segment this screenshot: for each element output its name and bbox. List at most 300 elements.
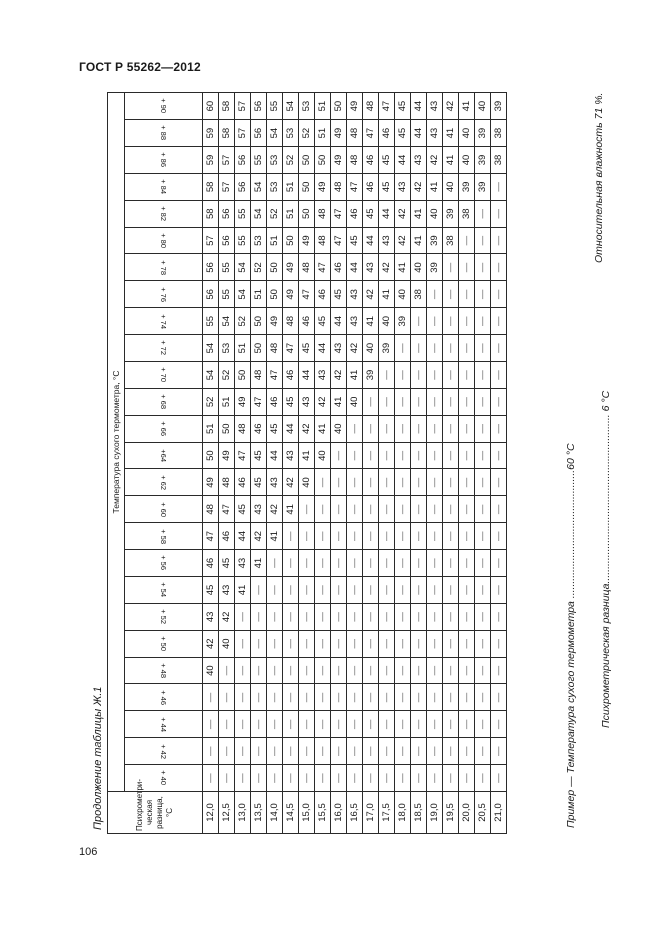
table-cell: 50 [235,362,251,389]
table-cell: 38 [491,120,507,147]
table-cell: 41 [411,227,427,254]
table-cell: 45 [235,496,251,523]
column-header [124,496,202,523]
table-cell: 53 [219,335,235,362]
table-cell: — [443,442,459,469]
example-line-1: Пример — Температура сухого термометра ............................................60 °С [565,443,577,828]
table-cell: 56 [251,120,267,147]
column-header [124,630,202,657]
table-row [219,93,235,834]
column-header-label: + 56 [158,555,168,571]
column-header [124,469,202,496]
table-cell: — [395,657,411,684]
table-cell: 50 [251,308,267,335]
table-cell: 40 [331,415,347,442]
column-header-label: + 60 [158,501,168,517]
table-cell: — [427,415,443,442]
table-cell: 46 [283,362,299,389]
table-cell: 44 [411,120,427,147]
table-cell: 45 [395,120,411,147]
table-cell: — [491,469,507,496]
table-cell: 48 [219,469,235,496]
table-cell: 45 [251,469,267,496]
table-cell: 39 [475,173,491,200]
table-cell: — [315,684,331,711]
table-cell: 43 [427,120,443,147]
column-header [124,577,202,604]
table-row [315,93,331,834]
table-cell: — [411,603,427,630]
table-cell: — [299,523,315,550]
row-header-cell: 18,5 [411,792,427,834]
table-cell: 42 [363,281,379,308]
table-cell: — [379,765,395,792]
table-cell: — [267,630,283,657]
column-header-label: + 52 [158,609,168,625]
table-cell: 55 [235,200,251,227]
table-cell: 45 [299,335,315,362]
table-cell: — [475,657,491,684]
table-cell: — [315,523,331,550]
table-cell: — [475,362,491,389]
column-header-label: + 48 [158,663,168,678]
table-cell: 46 [203,550,219,577]
table-cell: 45 [379,147,395,174]
table-cell: 58 [203,173,219,200]
table-cell: 48 [331,173,347,200]
table-cell: — [331,738,347,765]
column-header-label: + 72 [158,340,168,356]
table-cell: — [347,603,363,630]
table-cell: 44 [235,523,251,550]
table-cell: 50 [315,147,331,174]
table-cell: — [379,630,395,657]
table-cell: — [379,684,395,711]
column-header-label: + 76 [158,286,168,302]
table-cell: — [299,550,315,577]
table-cell: 43 [411,147,427,174]
column-header-label: + 54 [158,582,168,598]
table-cell: — [299,711,315,738]
table-cell: 41 [251,550,267,577]
table-row [203,93,219,834]
table-cell: 45 [203,577,219,604]
table-cell: — [395,765,411,792]
table-cell: — [235,603,251,630]
column-header [124,173,202,200]
table-cell: 38 [411,281,427,308]
table-cell: — [427,684,443,711]
table-cell: 44 [411,93,427,120]
table-cell: — [443,335,459,362]
table-cell: — [395,711,411,738]
table-cell: 54 [251,173,267,200]
table-cell: — [427,442,443,469]
table-cell: 55 [267,93,283,120]
table-cell: 47 [347,173,363,200]
table-cell: — [331,630,347,657]
table-cell: 42 [299,415,315,442]
table-cell: 52 [235,308,251,335]
table-cell: — [331,711,347,738]
table-cell: — [299,657,315,684]
table-cell: 43 [203,603,219,630]
table-cell: — [219,711,235,738]
table-cell: — [363,603,379,630]
table-cell: — [251,765,267,792]
column-header [124,415,202,442]
table-cell: — [411,335,427,362]
table-cell: — [443,469,459,496]
table-cell: — [267,684,283,711]
table-cell: 42 [395,200,411,227]
table-cell: — [411,362,427,389]
table-cell: 40 [443,173,459,200]
table-cell: 46 [363,173,379,200]
table-cell: 47 [331,200,347,227]
table-cell: 46 [267,388,283,415]
table-cell: — [459,684,475,711]
column-header [124,550,202,577]
table-cell: 48 [251,362,267,389]
column-header-label: + 90 [158,98,168,114]
table-cell: 39 [379,335,395,362]
table-cell: — [491,335,507,362]
table-cell: — [395,335,411,362]
table-cell: — [347,684,363,711]
table-cell: — [315,577,331,604]
table-cell: 56 [235,173,251,200]
table-cell: — [475,496,491,523]
table-cell: — [235,711,251,738]
table-cell: — [443,550,459,577]
column-header [124,200,202,227]
table-cell: — [379,523,395,550]
table-cell: 42 [267,496,283,523]
table-cell: — [443,362,459,389]
table-cell: — [235,630,251,657]
table-cell: 39 [395,308,411,335]
table-cell: 47 [363,120,379,147]
table-cell: — [427,550,443,577]
table-cell: — [459,496,475,523]
table-cell: 48 [299,254,315,281]
table-cell: — [299,603,315,630]
table-cell: — [251,657,267,684]
table-cell: 43 [427,93,443,120]
table-cell: — [459,657,475,684]
table-cell: — [411,469,427,496]
group-header: Температура сухого термометра, °С [108,93,125,792]
table-cell: 48 [363,93,379,120]
table-cell: — [267,738,283,765]
table-cell: 40 [315,442,331,469]
table-cell: — [283,657,299,684]
table-cell: — [235,765,251,792]
column-header [124,335,202,362]
table-cell: 47 [219,496,235,523]
table-cell: — [395,469,411,496]
table-cell: — [283,711,299,738]
table-cell: 53 [283,120,299,147]
table-cell: 54 [203,335,219,362]
table-cell: — [459,765,475,792]
table-cell: — [363,657,379,684]
table-cell: — [379,577,395,604]
table-cell: — [203,684,219,711]
table-cell: — [411,684,427,711]
table-cell: — [475,738,491,765]
table-row [363,93,379,834]
column-header-label: + 58 [158,528,168,544]
table-cell: — [299,738,315,765]
table-cell: — [347,657,363,684]
table-cell: 42 [443,93,459,120]
table-cell: 47 [251,388,267,415]
table-cell: 57 [235,93,251,120]
table-cell: 44 [395,147,411,174]
column-header-label: + 88 [158,125,168,141]
table-cell: — [363,711,379,738]
table-cell: — [395,603,411,630]
table-row [299,93,315,834]
table-cell: — [427,765,443,792]
column-header [124,603,202,630]
table-cell: — [491,657,507,684]
table-cell: — [411,442,427,469]
table-cell: — [395,523,411,550]
column-header [124,281,202,308]
table-cell: 44 [283,415,299,442]
table-cell: — [395,388,411,415]
table-cell: — [347,442,363,469]
table-cell: — [251,738,267,765]
table-cell: 48 [267,335,283,362]
table-cell: 52 [219,362,235,389]
table-cell: — [315,603,331,630]
table-cell: — [347,765,363,792]
table-cell: — [459,523,475,550]
table-cell: 56 [235,147,251,174]
table-cell: 56 [203,281,219,308]
table-row [475,93,491,834]
table-rotated-wrapper [90,92,555,834]
row-header-cell: 17,5 [379,792,395,834]
table-cell: — [379,388,395,415]
table-row [267,93,283,834]
row-header-cell: 17,0 [363,792,379,834]
table-cell: — [267,603,283,630]
table-cell: — [443,765,459,792]
table-cell: — [427,603,443,630]
table-cell: 51 [315,93,331,120]
table-cell: 46 [315,281,331,308]
table-cell: 51 [315,120,331,147]
table-cell: 49 [283,281,299,308]
table-cell: — [427,630,443,657]
row-header-cell: 13,0 [235,792,251,834]
table-cell: — [395,362,411,389]
table-cell: — [491,227,507,254]
table-row [411,93,427,834]
table-cell: 49 [283,254,299,281]
table-cell: — [491,388,507,415]
table-cell: 40 [459,147,475,174]
table-cell: 54 [235,281,251,308]
column-header [124,308,202,335]
table-cell: — [443,254,459,281]
table-cell: 46 [251,415,267,442]
column-header-label: + 78 [158,260,168,275]
table-cell: — [331,684,347,711]
column-header-label: + 66 [158,421,168,437]
column-header [124,93,202,120]
table-cell: — [491,684,507,711]
table-cell: 43 [331,335,347,362]
table-cell: 55 [203,308,219,335]
table-cell: 50 [299,173,315,200]
table-cell: 41 [267,523,283,550]
table-cell: — [219,657,235,684]
table-cell: 50 [203,442,219,469]
table-cell: — [411,550,427,577]
table-cell: — [475,442,491,469]
table-cell: — [299,765,315,792]
table-cell: — [395,630,411,657]
table-cell: 41 [411,200,427,227]
table-cell: — [299,630,315,657]
table-cell: — [459,603,475,630]
table-cell: — [363,765,379,792]
table-cell: 46 [379,120,395,147]
table-cell: 51 [283,200,299,227]
table-cell: — [315,711,331,738]
table-cell: — [347,711,363,738]
table-cell: — [427,577,443,604]
table-cell: — [459,308,475,335]
table-cell: — [379,738,395,765]
table-cell: 42 [219,603,235,630]
table-cell: — [299,577,315,604]
table-cell: — [475,308,491,335]
example-line-3: Относительная влажность 71 %. [593,92,605,263]
table-cell: 56 [219,227,235,254]
table-cell: — [459,550,475,577]
table-cell: — [491,308,507,335]
table-row [427,93,443,834]
table-cell: — [459,335,475,362]
row-header-label: Психрометри-ческая разница, °С [108,792,203,834]
table-cell: 56 [251,93,267,120]
column-header [124,711,202,738]
table-cell: 45 [331,281,347,308]
column-header-label: +64 [158,449,168,462]
table-cell: — [331,496,347,523]
table-cell: — [315,550,331,577]
table-cell: 60 [203,93,219,120]
table-cell: 51 [267,227,283,254]
table-cell: 46 [299,308,315,335]
table-cell: — [411,496,427,523]
table-cell: 40 [379,308,395,335]
table-cell: 43 [363,254,379,281]
table-cell: — [347,469,363,496]
table-cell: 38 [443,227,459,254]
table-cell: — [379,442,395,469]
row-header-cell: 21,0 [491,792,507,834]
table-cell: 46 [331,254,347,281]
table-cell: — [491,362,507,389]
table-cell: — [347,496,363,523]
table-cell: — [443,415,459,442]
row-header-cell: 14,0 [267,792,283,834]
table-cell: 59 [203,120,219,147]
table-cell: — [475,254,491,281]
table-cell: — [363,577,379,604]
table-cell: 48 [203,496,219,523]
table-cell: — [379,711,395,738]
table-cell: 49 [299,227,315,254]
table-cell: — [379,657,395,684]
table-cell: — [411,523,427,550]
table-cell: 52 [299,120,315,147]
table-cell: — [331,765,347,792]
table-cell: 39 [475,147,491,174]
table-cell: 43 [299,388,315,415]
table-cell: 49 [235,388,251,415]
table-cell: — [443,738,459,765]
column-header-label: + 50 [158,636,168,652]
table-cell: 44 [315,335,331,362]
table-cell: — [395,442,411,469]
table-cell: 53 [299,93,315,120]
table-cell: 50 [331,93,347,120]
table-cell: — [203,738,219,765]
table-cell: 41 [459,93,475,120]
table-cell: 59 [203,147,219,174]
table-cell: 43 [347,308,363,335]
table-cell: 51 [283,173,299,200]
table-cell: 44 [299,362,315,389]
table-cell: 40 [411,254,427,281]
document-header: ГОСТ Р 55262—2012 [79,60,201,74]
table-cell: — [427,469,443,496]
row-header-cell: 16,5 [347,792,363,834]
column-header-label: + 70 [158,367,168,383]
table-cell: — [491,550,507,577]
column-header [124,684,202,711]
table-cell: — [379,550,395,577]
table-cell: — [219,765,235,792]
table-cell: — [379,415,395,442]
table-cell: — [459,227,475,254]
table-row [283,93,299,834]
table-cell: 39 [475,120,491,147]
table-cell: 40 [459,120,475,147]
table-cell: — [251,630,267,657]
table-cell: 38 [459,200,475,227]
table-cell: 48 [347,120,363,147]
table-cell: — [475,523,491,550]
table-cell: — [491,577,507,604]
table-cell: — [331,577,347,604]
table-cell: 43 [347,281,363,308]
table-cell: 57 [235,120,251,147]
table-cell: — [491,173,507,200]
table-cell: 45 [283,388,299,415]
example-line-2: Психрометрическая разница.......................................................... 6 °С [600,390,612,728]
table-cell: — [491,254,507,281]
